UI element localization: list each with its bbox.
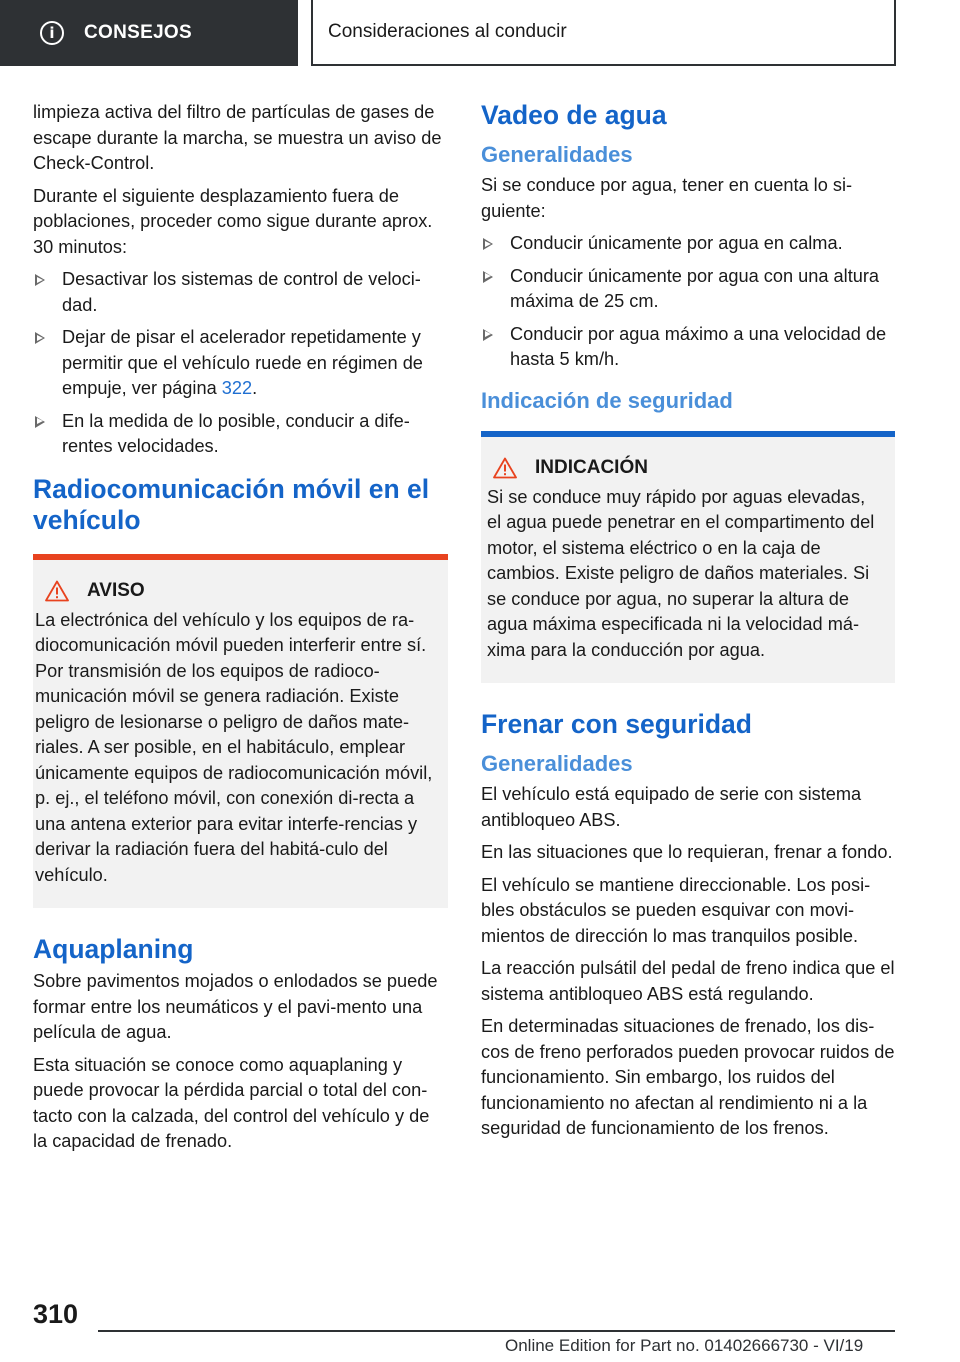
list-item: En la medida de lo posible, conducir a dife-rentes velocidades. <box>33 409 448 460</box>
paragraph: En determinadas situaciones de frenado, los dis-cos de freno perforados pueden provocar ruidos de funcionamiento. Sin embargo, los ruidos del funcionamiento no afectan al rendimiento ni a la seguridad de funcionamiento de los frenos. <box>481 1016 895 1138</box>
paragraph: En las situaciones que lo requieran, frenar a fondo. <box>481 842 893 862</box>
paragraph: Esta situación se conoce como aquaplaning y puede provocar la pérdida parcial o total del con-tacto con la calzada, del control del vehículo y de la capacidad de frenado. <box>33 1054 430 1151</box>
paragraph: El vehículo está equipado de serie con sistema antibloqueo ABS. <box>481 784 862 830</box>
chapter-tab-label: CONSEJOS <box>84 22 192 43</box>
notice-label: INDICACIÓN <box>535 456 648 478</box>
section-title: Consideraciones al conducir <box>328 21 567 42</box>
notice-label: AVISO <box>87 579 145 601</box>
list-item: Conducir únicamente por agua en calma. <box>481 231 895 257</box>
warning-triangle-icon <box>493 457 517 479</box>
triangle-bullet-icon <box>35 274 45 286</box>
page-number: 310 <box>33 1299 79 1329</box>
paragraph: El vehículo se mantiene direccionable. Los posi-bles obstáculos se pueden esquivar con movi-mientos de dirección lo mas tranquilos posible. <box>481 874 871 946</box>
bullet-list <box>481 231 895 373</box>
triangle-bullet-icon <box>483 271 493 283</box>
section-title-box <box>311 0 896 66</box>
paragraph: Durante el siguiente desplazamiento fuera de poblaciones, proceder como sigue durante aprox. 30 minutos: <box>33 185 433 257</box>
list-item: Dejar de pisar el acelerador repetidamente y permitir que el vehículo ruede en régimen de empuje, ver página 322. <box>33 325 448 402</box>
subheading-generalidades: Generalidades <box>481 142 633 167</box>
heading-frenar: Frenar con seguridad <box>481 709 752 739</box>
heading-vadeo: Vadeo de agua <box>481 100 667 130</box>
triangle-bullet-icon <box>35 332 45 344</box>
subheading-indicacion-seguridad: Indicación de seguridad <box>481 387 733 413</box>
chapter-tab[interactable] <box>0 0 298 66</box>
paragraph: La reacción pulsátil del pedal de freno indica que el sistema antibloqueo ABS está regulando. <box>481 958 895 1004</box>
left-column <box>33 100 448 1162</box>
triangle-bullet-icon <box>483 329 493 341</box>
warning-triangle-icon <box>45 580 69 602</box>
list-item: Conducir únicamente por agua con una altura máxima de 25 cm. <box>481 264 895 315</box>
triangle-bullet-icon <box>35 416 45 428</box>
right-column <box>481 100 895 1149</box>
bullet-list <box>33 267 448 460</box>
subheading-generalidades: Generalidades <box>481 751 633 776</box>
info-icon: i <box>40 21 64 45</box>
heading-radiocomunicacion: Radiocomunicación móvil en el vehículo <box>33 473 430 535</box>
page-reference-link[interactable]: 322 <box>221 378 253 398</box>
aviso-notice <box>33 554 448 909</box>
list-item: Conducir por agua máximo a una velocidad de hasta 5 km/h. <box>481 322 895 373</box>
indicacion-notice <box>481 431 895 684</box>
paragraph: Si se conduce por agua, tener en cuenta lo si-guiente: <box>481 175 853 221</box>
edition-text: Online Edition for Part no. 01402666730 - VI/19 <box>505 1336 864 1355</box>
footer-divider <box>98 1330 895 1332</box>
paragraph: Sobre pavimentos mojados o enlodados se puede formar entre los neumáticos y el pavi-mento una película de agua. <box>33 971 438 1042</box>
triangle-bullet-icon <box>483 238 493 250</box>
notice-text: La electrónica del vehículo y los equipos de ra-diocomunicación móvil pueden interferir entre sí. Por transmisión de los equipos de radioco-municación móvil se genera radiación. Existe peligro de lesionarse o peligro de daños mate-riales. A ser posible, en el habitáculo, emplear únicamente equipos de radiocomunicación móvil, p. ej., el teléfono móvil, con conexión di-recta a una antena exterior para evitar interfe-rencias y derivar la radiación fuera del habitá-culo del vehículo. <box>35 609 433 885</box>
page-header <box>0 0 960 66</box>
paragraph: limpieza activa del filtro de partículas de gases de escape durante la marcha, se muestra un aviso de Check-Control. <box>33 102 442 173</box>
notice-text: Si se conduce muy rápido por aguas elevadas, el agua puede penetrar en el compartimento del motor, el sistema eléctrico o en la caja de cambios. Existe peligro de daños materiales. Si se conduce por agua, no superar la altura de agua máxima especificada ni la velocidad má-xima para la conducción por agua. <box>487 486 875 660</box>
heading-aquaplaning: Aquaplaning <box>33 934 194 964</box>
list-item: Desactivar los sistemas de control de veloci-dad. <box>33 267 448 318</box>
